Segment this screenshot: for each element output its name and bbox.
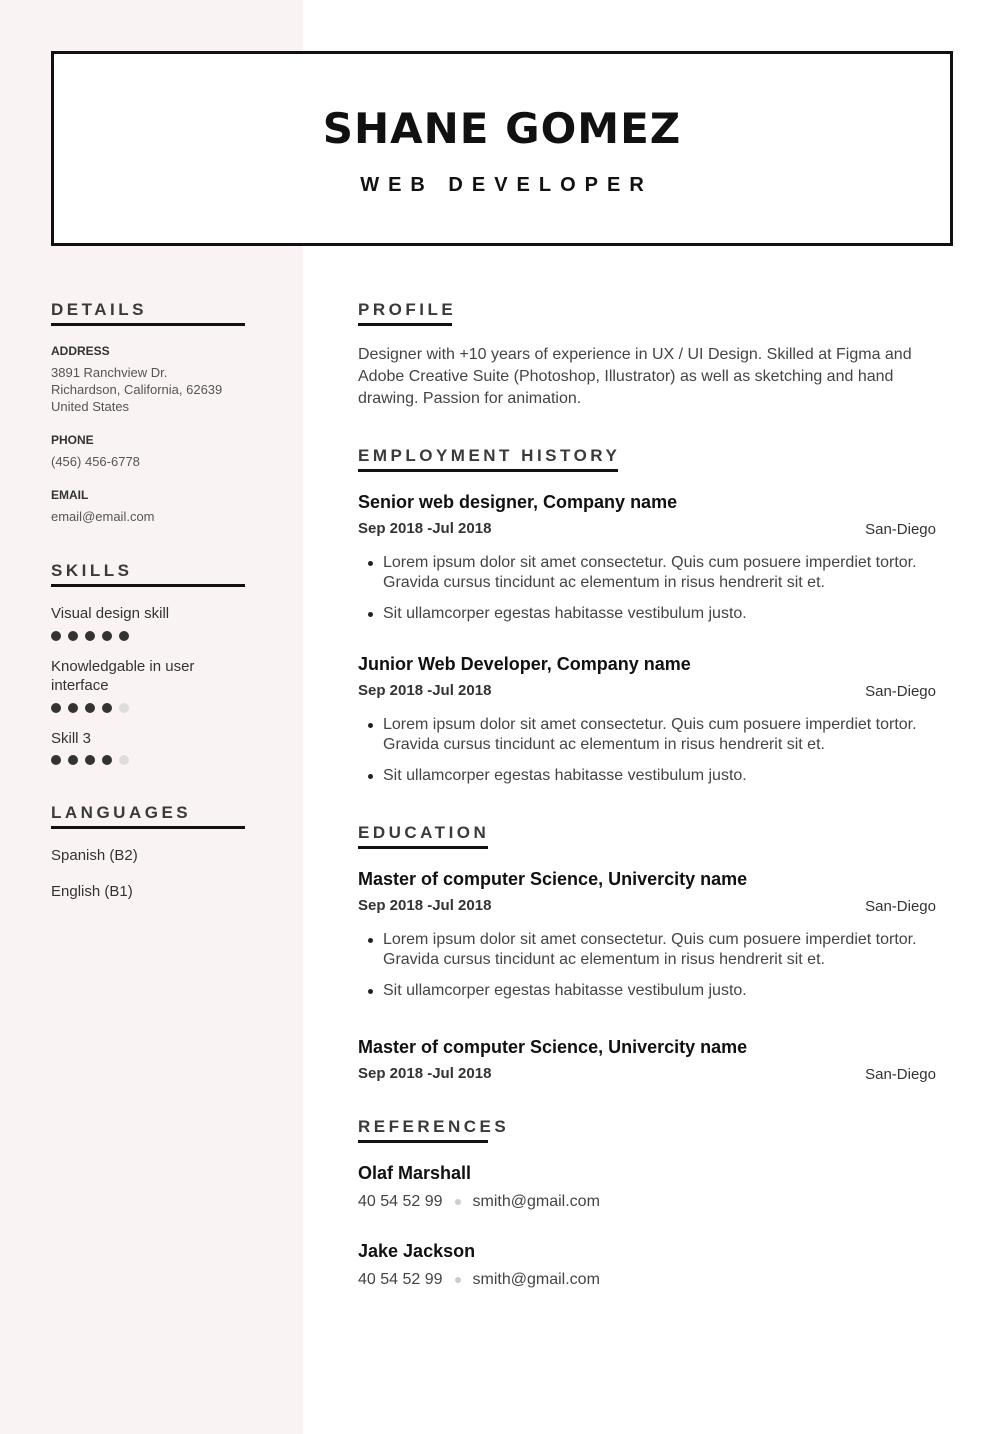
address-line-1: 3891 Ranchview Dr.	[51, 365, 168, 380]
separator-dot-icon	[455, 1277, 461, 1283]
education-title: Master of computer Science, Univercity name	[358, 1037, 748, 1057]
education-bullet-line-2: Gravida cursus tincidunt ac elementum in risus hendrerit sit et.	[383, 951, 825, 968]
education-date: Sep 2018 -Jul 2018	[358, 1065, 492, 1082]
reference-email[interactable]: smith@gmail.com	[472, 1193, 600, 1210]
reference-name: Olaf Marshall	[358, 1163, 472, 1183]
skill-dot-empty-icon	[119, 755, 129, 765]
address-label: ADDRESS	[51, 344, 110, 358]
reference-email[interactable]: smith@gmail.com	[472, 1271, 600, 1288]
job-bullet	[358, 553, 948, 593]
education-bullet: Sit ullamcorper egestas habitasse vestibulum justo.	[358, 981, 948, 1001]
education-date: Sep 2018 -Jul 2018	[358, 897, 492, 914]
references-underline	[358, 1140, 488, 1143]
languages-heading: LANGUAGES	[51, 803, 192, 822]
employment-underline	[358, 469, 618, 472]
education-location: San-Diego	[865, 1066, 936, 1083]
job-title: Junior Web Developer, Company name	[358, 654, 691, 674]
skill-name: Skill 3	[51, 730, 92, 747]
education-heading: EDUCATION	[358, 823, 490, 842]
education-bullet-line-1: Lorem ipsum dolor sit amet consectetur. Quis cum posuere imperdiet tortor.	[383, 931, 917, 948]
job-bullet-line-2: Gravida cursus tincidunt ac elementum in risus hendrerit sit et.	[383, 736, 825, 753]
skills-underline	[51, 584, 245, 587]
job-bullet-line-2: Gravida cursus tincidunt ac elementum in risus hendrerit sit et.	[383, 574, 825, 591]
profile-text-line-3: drawing. Passion for animation.	[358, 390, 582, 407]
references-heading: REFERENCES	[358, 1117, 510, 1136]
job-bullet: Sit ullamcorper egestas habitasse vestibulum justo.	[358, 766, 948, 786]
skill-dot-filled-icon	[85, 631, 95, 641]
education-underline	[358, 846, 488, 849]
profile-text-line-2: Adobe Creative Suite (Photoshop, Illustrator) as well as sketching and hand	[358, 368, 894, 385]
job-location: San-Diego	[865, 683, 936, 700]
address-line-2: Richardson, California, 62639	[51, 382, 223, 397]
job-date: Sep 2018 -Jul 2018	[358, 682, 492, 699]
reference-phone: 40 54 52 99	[358, 1193, 443, 1210]
skill-dot-filled-icon	[68, 703, 78, 713]
skill-name: Visual design skill	[51, 605, 170, 622]
email-value[interactable]: email@email.com	[51, 509, 155, 524]
job-bullet	[358, 715, 948, 755]
languages-underline	[51, 826, 245, 829]
employment-heading: EMPLOYMENT HISTORY	[358, 446, 621, 465]
skill-dot-filled-icon	[102, 703, 112, 713]
job-bullet-line-1: Lorem ipsum dolor sit amet consectetur. Quis cum posuere imperdiet tortor.	[383, 554, 917, 571]
reference-contact	[358, 1193, 600, 1211]
skill-dot-filled-icon	[102, 755, 112, 765]
job-location: San-Diego	[865, 521, 936, 538]
job-bullet: Sit ullamcorper egestas habitasse vestibulum justo.	[358, 604, 948, 624]
candidate-title: WEB DEVELOPER	[360, 174, 653, 196]
education-location: San-Diego	[865, 898, 936, 915]
skills-heading: SKILLS	[51, 561, 133, 580]
skill-dot-filled-icon	[51, 703, 61, 713]
header-box	[51, 51, 953, 246]
skill-name-line-2: interface	[51, 677, 109, 694]
skill-dot-filled-icon	[51, 631, 61, 641]
skill-dot-filled-icon	[85, 703, 95, 713]
job-title: Senior web designer, Company name	[358, 492, 678, 512]
skill-dot-filled-icon	[51, 755, 61, 765]
reference-phone: 40 54 52 99	[358, 1271, 443, 1288]
job-date: Sep 2018 -Jul 2018	[358, 520, 492, 537]
skill-dot-empty-icon	[119, 703, 129, 713]
job-bullet-line-1: Lorem ipsum dolor sit amet consectetur. Quis cum posuere imperdiet tortor.	[383, 716, 917, 733]
details-underline	[51, 323, 245, 326]
reference-name: Jake Jackson	[358, 1241, 476, 1261]
skill-dot-filled-icon	[102, 631, 112, 641]
education-bullet	[358, 930, 948, 970]
details-heading: DETAILS	[51, 300, 147, 319]
skill-dot-filled-icon	[85, 755, 95, 765]
phone-label: PHONE	[51, 433, 94, 447]
profile-text-line-1: Designer with +10 years of experience in UX / UI Design. Skilled at Figma and	[358, 346, 912, 363]
language-item: English (B1)	[51, 883, 133, 900]
skill-dot-filled-icon	[68, 631, 78, 641]
address-line-3: United States	[51, 399, 130, 414]
skill-dot-filled-icon	[68, 755, 78, 765]
profile-heading: PROFILE	[358, 300, 457, 319]
candidate-name: SHANE GOMEZ	[322, 104, 682, 153]
separator-dot-icon	[455, 1199, 461, 1205]
skill-name-line-1: Knowledgable in user	[51, 658, 195, 675]
education-title: Master of computer Science, Univercity name	[358, 869, 748, 889]
skill-dot-filled-icon	[119, 631, 129, 641]
profile-underline	[358, 323, 452, 326]
email-label: EMAIL	[51, 488, 89, 502]
language-item: Spanish (B2)	[51, 847, 138, 864]
reference-contact	[358, 1271, 600, 1289]
phone-value: (456) 456-6778	[51, 454, 140, 469]
